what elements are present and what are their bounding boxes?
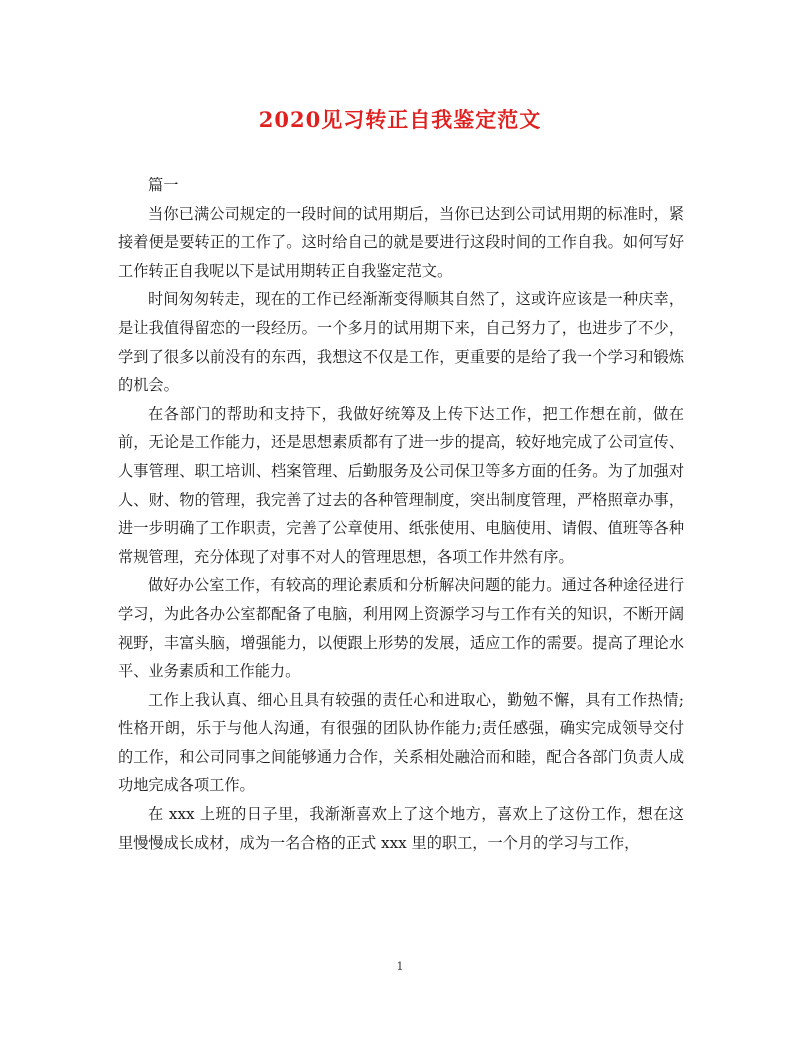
paragraph-2: 时间匆匆转走，现在的工作已经渐渐变得顺其自然了，这或许应该是一种庆幸，是让我值得留恋的一段经历。一个多月的试用期下来，自己努力了，也进步了不少，学到了很多以前没有的东西，我想这不仅是工作，更重要的是给了我一个学习和锻炼的机会。 [118, 290, 684, 395]
paragraph-6: 在 xxx 上班的日子里，我渐渐喜欢上了这个地方，喜欢上了这份工作，想在这里慢慢成长成材，成为一名合格的正式 xxx 里的职工，一个月的学习与工作， [118, 805, 684, 852]
document-body [118, 171, 684, 857]
paragraph-4: 做好办公室工作，有较高的理论素质和分析解决问题的能力。通过各种途径进行学习，为此各办公室都配备了电脑，利用网上资源学习与工作有关的知识，不断开阔视野，丰富头脑，增强能力，以便跟上形势的发展，适应工作的需要。提高了理论水平、业务素质和工作能力。 [118, 576, 684, 681]
paragraph-1: 当你已满公司规定的一段时间的试用期后，当你已达到公司试用期的标准时，紧接着便是要转正的工作了。这时给自己的就是要进行这段时间的工作自我。如何写好工作转正自我呢以下是试用期转正自我鉴定范文。 [118, 204, 684, 280]
paragraph-5: 工作上我认真、细心且具有较强的责任心和进取心，勤勉不懈，具有工作热情;性格开朗，乐于与他人沟通，有很强的团队协作能力;责任感强，确实完成领导交付的工作，和公司同事之间能够通力合作，关系相处融洽而和睦，配合各部门负责人成功地完成各项工作。 [118, 690, 684, 795]
paragraph-3: 在各部门的帮助和支持下，我做好统筹及上传下达工作，把工作想在前，做在前，无论是工作能力，还是思想素质都有了进一步的提高，较好地完成了公司宣传、人事管理、职工培训、档案管理、后勤服务及公司保卫等多方面的任务。为了加强对人、财、物的管理，我完善了过去的各种管理制度，突出制度管理，严格照章办事，进一步明确了工作职责，完善了公章使用、纸张使用、电脑使用、请假、值班等各种常规管理，充分体现了对事不对人的管理思想，各项工作井然有序。 [118, 404, 684, 566]
document-title: 2020见习转正自我鉴定范文 [258, 107, 542, 132]
page-number: 1 [396, 960, 404, 973]
section-label: 篇一 [148, 176, 179, 194]
